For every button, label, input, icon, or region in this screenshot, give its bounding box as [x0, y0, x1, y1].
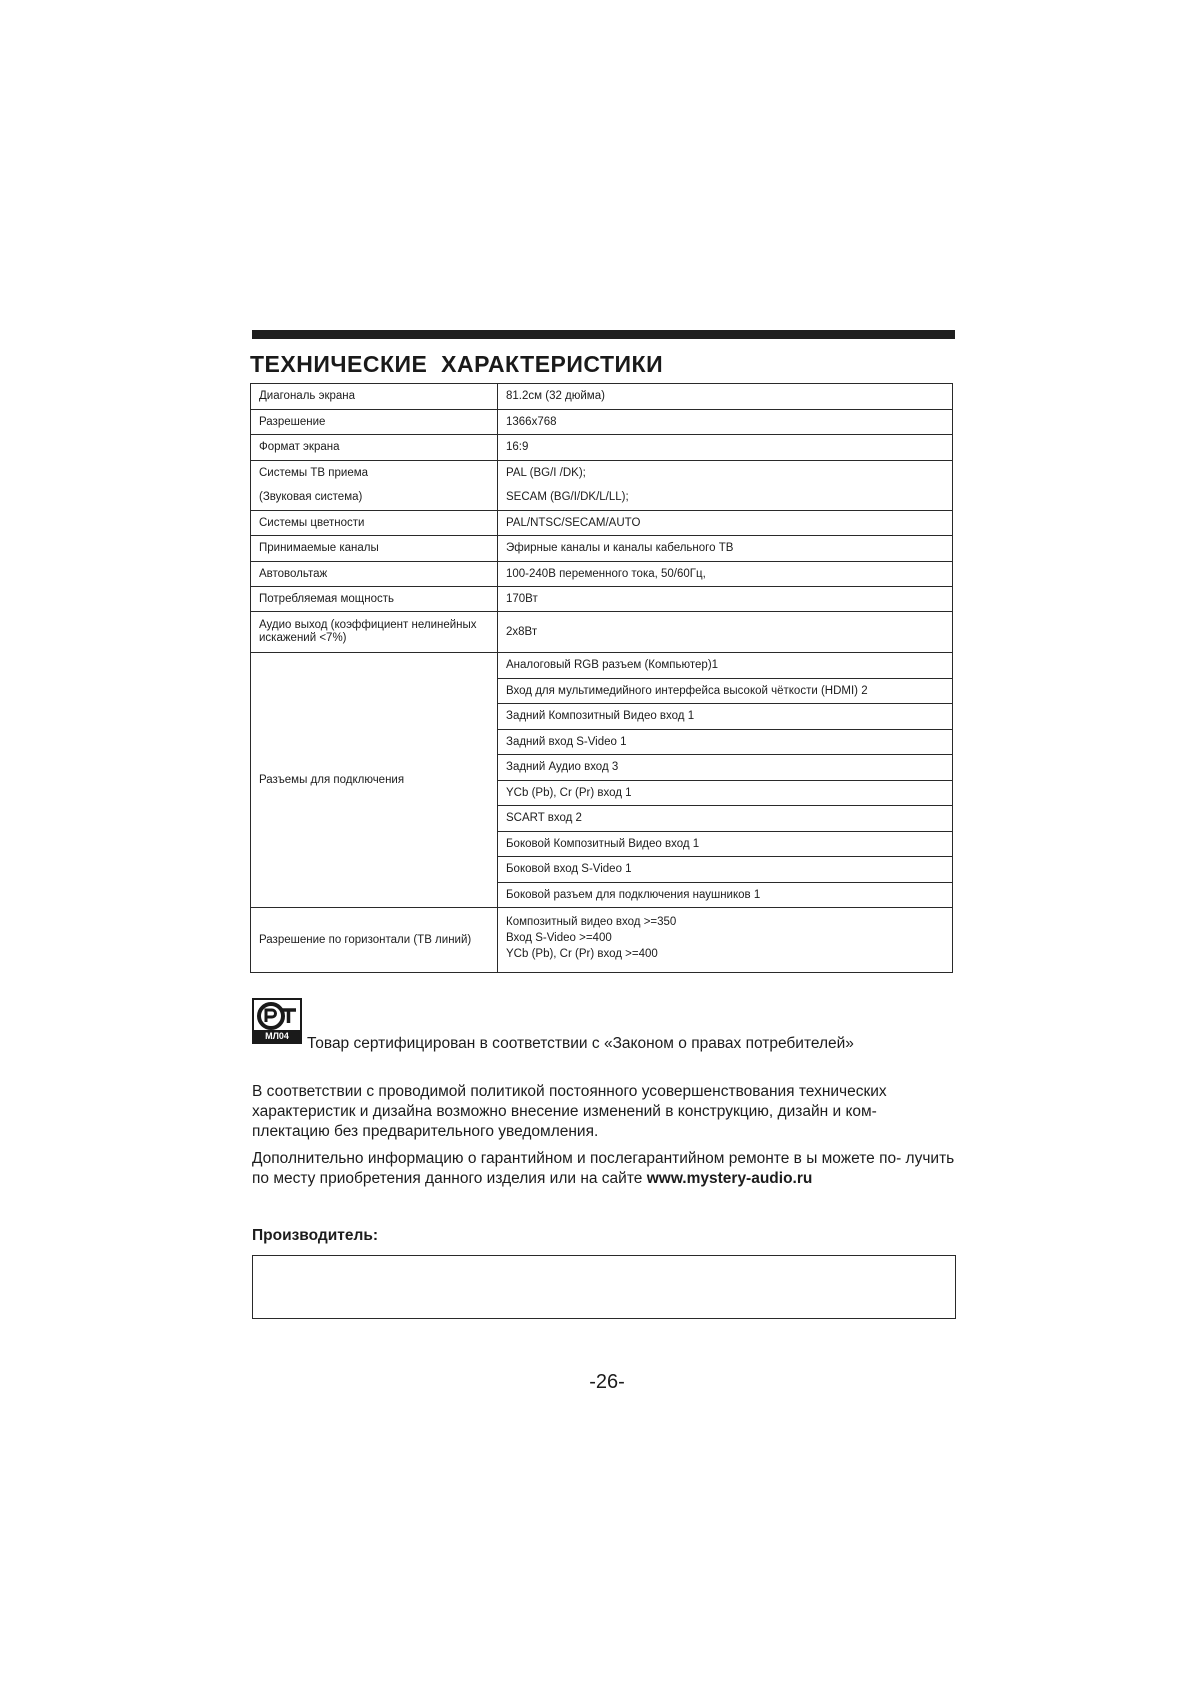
spec-label: Автовольтаж: [251, 562, 498, 587]
table-row: [251, 653, 953, 679]
connector-item: Задний Композитный Видео вход 1: [498, 704, 953, 730]
rst-logo-icon: [254, 1001, 300, 1031]
spec-value: Эфирные каналы и каналы кабельного ТВ: [498, 536, 953, 562]
spec-value: Композитный видео вход >=350: [498, 908, 953, 929]
table-row: [251, 612, 953, 653]
page-number: -26-: [589, 1371, 625, 1393]
table-row: [251, 486, 953, 511]
table-row: [251, 410, 953, 435]
connector-item: Вход для мультимедийного интерфейса высокой чёткости (HDMI) 2: [498, 679, 953, 704]
spec-label: Аудио выход (коэффициент нелинейных искажений <7%): [251, 612, 498, 653]
spec-label: (Звуковая система): [251, 486, 498, 511]
spec-value: 81.2см (32 дюйма): [498, 384, 953, 410]
connector-item: Боковой вход S-Video 1: [498, 857, 953, 883]
table-row: [251, 435, 953, 461]
spec-value: SECAM (BG/I/DK/L/LL);: [498, 486, 953, 511]
spec-value: 16:9: [498, 435, 953, 461]
spec-label: Формат экрана: [251, 435, 498, 461]
table-row: [251, 587, 953, 612]
warranty-text: Дополнительно информацию о гарантийном и послегарантийном ремонте в ы можете по- лучить по месту приобретения данного изделия или на сайте: [252, 1150, 955, 1187]
warranty-paragraph: [252, 1149, 958, 1189]
table-row: [251, 908, 953, 929]
table-row: [251, 562, 953, 587]
spec-value: 100-240В переменного тока, 50/60Гц,: [498, 562, 953, 587]
connector-item: Боковой Композитный Видео вход 1: [498, 832, 953, 857]
table-row: [251, 384, 953, 410]
table-row: [251, 461, 953, 486]
connector-item: Задний вход S-Video 1: [498, 730, 953, 755]
title-rule: [252, 330, 955, 339]
spec-label: Системы ТВ приема: [251, 461, 498, 486]
manufacturer-box: [252, 1255, 956, 1319]
spec-label: Системы цветности: [251, 511, 498, 536]
spec-label: Разрешение: [251, 410, 498, 435]
connector-item: Боковой разъем для подключения наушников 1: [498, 883, 953, 908]
connector-item: SCART вход 2: [498, 806, 953, 832]
table-row: [251, 511, 953, 536]
connector-item: YCb (Pb), Cr (Pr) вход 1: [498, 781, 953, 806]
spec-value: 1366x768: [498, 410, 953, 435]
spec-value: YCb (Pb), Cr (Pr) вход >=400: [498, 948, 953, 973]
policy-paragraph: В соответствии с проводимой политикой постоянного усовершенствования технических характеристик и дизайна возможно внесение изменений в конструкцию, дизайн и ком- плектацию без предварительного уведомления.: [252, 1083, 887, 1140]
spec-table: [250, 383, 953, 973]
spec-value: PAL/NTSC/SECAM/AUTO: [498, 511, 953, 536]
table-row: [251, 536, 953, 562]
manufacturer-label: Производитель:: [252, 1227, 379, 1244]
spec-label: Диагональ экрана: [251, 384, 498, 410]
connector-item: Аналоговый RGB разъем (Компьютер)1: [498, 653, 953, 679]
spec-value: PAL (BG/I /DK);: [498, 461, 953, 486]
certification-mark-label: МЛ04: [254, 1030, 300, 1042]
spec-label: Потребляемая мощность: [251, 587, 498, 612]
spec-label: Разъемы для подключения: [251, 653, 498, 908]
certification-text: Товар сертифицирован в соответствии с «Законом о правах потребителей»: [307, 1035, 854, 1052]
spec-label: Разрешение по горизонтали (ТВ линий): [251, 908, 498, 973]
website-link[interactable]: www.mystery-audio.ru: [646, 1170, 813, 1187]
page-title: ТЕХНИЧЕСКИЕ ХАРАКТЕРИСТИКИ: [250, 351, 664, 377]
spec-value: 170Вт: [498, 587, 953, 612]
spec-value: 2x8Вт: [498, 612, 953, 653]
spec-value: Вход S-Video >=400: [498, 929, 953, 948]
certification-mark-icon: [252, 998, 302, 1044]
connector-item: Задний Аудио вход 3: [498, 755, 953, 781]
spec-label: Принимаемые каналы: [251, 536, 498, 562]
